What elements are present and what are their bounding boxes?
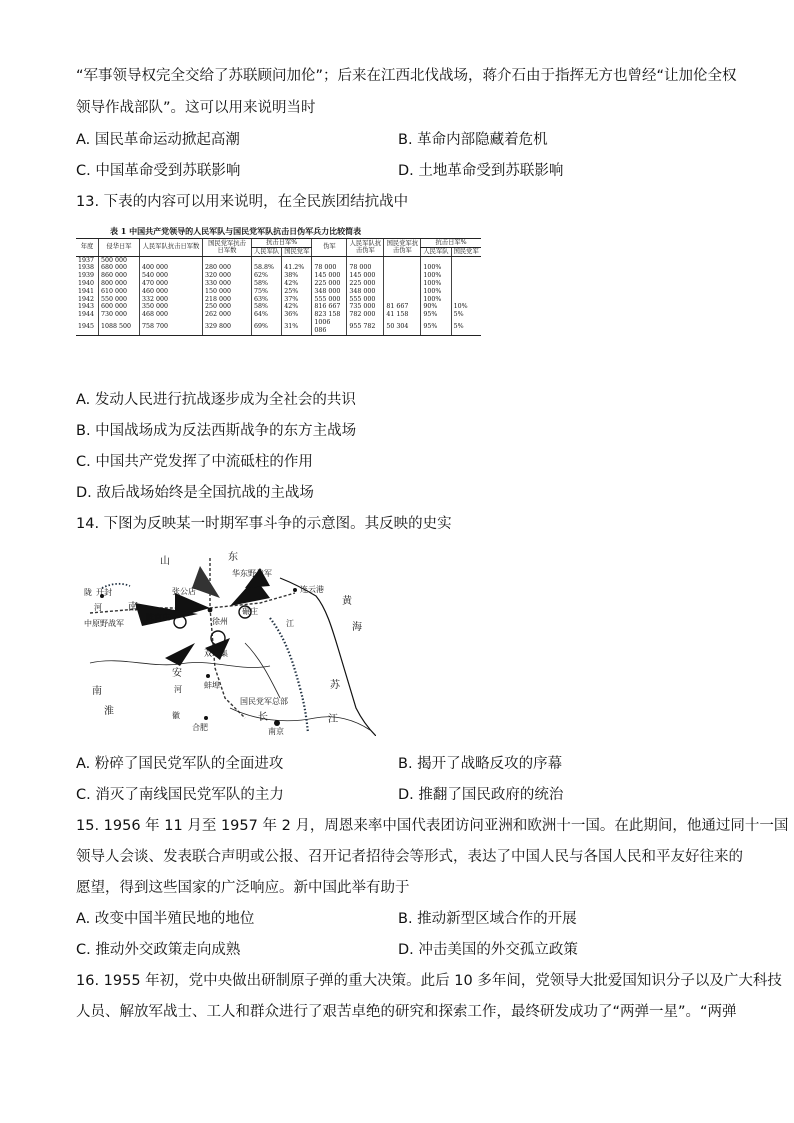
table-cell: 145 000: [312, 272, 347, 280]
table-cell: 500 000: [99, 256, 140, 264]
table-row: [76, 319, 481, 335]
table-cell: [451, 288, 481, 296]
table-cell: 1944: [78, 311, 95, 319]
label-kaifeng: 开封: [96, 588, 112, 597]
table-cell: 350 000: [140, 303, 203, 311]
label-bengbu: 蚌埠: [204, 681, 220, 690]
q12-stem-line2: 领导作战部队”。这可以用来说明当时: [76, 100, 316, 116]
table-cell: 329 800: [203, 319, 252, 335]
table-cell: 555 000: [347, 296, 384, 304]
table-cell: 75%: [252, 288, 282, 296]
table-cell: 1937: [78, 256, 95, 264]
q14-option-c: C. 消灭了南线国民党军队的主力: [76, 787, 284, 803]
table-cell: 1941: [78, 287, 95, 295]
table-row: [76, 296, 481, 304]
q15-option-d: D. 冲击美国的外交孤立政策: [398, 942, 578, 958]
th-kmt-puppet: 国民党军抗击伪军: [384, 239, 421, 257]
q15-option-a: A. 改变中国半殖民地的地位: [76, 911, 255, 927]
table-cell: 1939: [78, 272, 95, 280]
table-cell: 100%: [421, 264, 451, 272]
q14-option-b: B. 揭开了战略反攻的序幕: [398, 756, 563, 772]
campaign-map: [80, 548, 376, 736]
table-cell: 800 000: [99, 280, 140, 288]
table-cell: 100%: [421, 288, 451, 296]
label-nanjing: 南京: [268, 727, 284, 736]
table-cell: 95%: [421, 311, 451, 319]
attack-arrow-7: [192, 566, 220, 598]
table-cell: [384, 280, 421, 288]
table-cell: 782 000: [347, 311, 384, 319]
table-cell: [252, 256, 282, 264]
table-cell: 78 000: [347, 264, 384, 272]
table-cell: 1945: [76, 319, 99, 335]
table-cell: 78 000: [312, 264, 347, 272]
table-cell: 25%: [282, 288, 312, 296]
yangtze-river: [230, 708, 370, 730]
table-cell: 262 000: [203, 311, 252, 319]
table-cell: 348 000: [312, 288, 347, 296]
grand-canal: [245, 643, 280, 698]
table-cell: 100%: [421, 296, 451, 304]
table-cell: [451, 280, 481, 288]
label-he1: 河: [94, 603, 102, 612]
q13-stem: 13. 下表的内容可以用来说明，在全民族团结抗战中: [76, 194, 409, 210]
q13-option-c: C. 中国共产党发挥了中流砥柱的作用: [76, 454, 313, 470]
table-cell: [384, 272, 421, 280]
th-kmt2: 国民党军: [451, 247, 481, 256]
table-cell: 42%: [282, 303, 312, 311]
table-cell: 460 000: [140, 288, 203, 296]
table-cell: 69%: [252, 319, 282, 335]
q12-option-b: B. 革命内部隐藏着危机: [398, 132, 548, 148]
table-cell: 50 304: [384, 319, 421, 335]
label-kmt-hq: 国民党军总部: [240, 697, 288, 706]
table-cell: 1006 086: [312, 319, 347, 335]
table-cell: 64%: [252, 311, 282, 319]
table-cell: 225 000: [312, 280, 347, 288]
table-row: [76, 272, 481, 280]
label-huang: 黄: [342, 596, 352, 607]
label-dong: 东: [228, 552, 238, 563]
table-cell: [421, 256, 451, 264]
table-cell: 100%: [421, 272, 451, 280]
table-cell: [451, 296, 481, 304]
table-cell: 5%: [451, 319, 481, 335]
table-cell: 348 000: [347, 288, 384, 296]
front-line: [270, 618, 308, 733]
table-cell: 58%: [252, 303, 282, 311]
table-cell: 735 000: [347, 303, 384, 311]
q15-stem-line3: 愿望，得到这些国家的广泛响应。新中国此举有助于: [76, 880, 410, 896]
label-hai: 海: [352, 622, 362, 633]
table-cell: [384, 256, 421, 264]
table-cell: 470 000: [140, 280, 203, 288]
table-cell: 955 782: [347, 319, 384, 335]
table-title: 表 1 中国共产党领导的人民军队与国民党军队抗击日伪军兵力比较简表: [110, 226, 362, 236]
table-cell: 1940: [78, 279, 95, 287]
table-row: [76, 280, 481, 288]
label-su: 苏: [330, 680, 340, 691]
table-cell: 860 000: [99, 272, 140, 280]
table-cell: [384, 264, 421, 272]
table-cell: 145 000: [347, 272, 384, 280]
th-pu-pct: 抗击日军%: [421, 239, 481, 248]
th-japan: 侵华日军: [99, 239, 140, 257]
table-cell: 225 000: [347, 280, 384, 288]
th-people2: 人民军队: [421, 247, 451, 256]
table-cell: [203, 256, 252, 264]
table-cell: 400 000: [140, 264, 203, 272]
city-xuzhou-marker: [208, 608, 213, 613]
label-hefei: 合肥: [192, 723, 208, 732]
table-cell: 150 000: [203, 288, 252, 296]
th-people: 人民军队: [252, 247, 282, 256]
label-long: 陇: [84, 588, 92, 597]
q14-option-d: D. 推翻了国民政府的统治: [398, 787, 564, 803]
label-chenguan: 陈官庄: [146, 613, 170, 622]
table-cell: [451, 256, 481, 264]
table-cell: 5%: [451, 311, 481, 319]
table-cell: 41 158: [384, 311, 421, 319]
label-huadong: 华东野战军: [232, 569, 272, 578]
city-nanjing-marker: [274, 720, 280, 726]
table-cell: [384, 296, 421, 304]
table-cell: 730 000: [99, 311, 140, 319]
table-cell: 38%: [282, 272, 312, 280]
table-cell: 468 000: [140, 311, 203, 319]
q16-stem-line2: 人员、解放军战士、工人和群众进行了艰苦卓绝的研究和探索工作，最终研发成功了“两弹一星”。“两弹: [76, 1004, 737, 1020]
table-cell: 280 000: [203, 264, 252, 272]
table-cell: 816 667: [312, 303, 347, 311]
table-cell: 95%: [421, 319, 451, 335]
th-kmt: 国民党军: [282, 247, 312, 256]
table-cell: 81 667: [384, 303, 421, 311]
city-bengbu-marker: [206, 674, 210, 678]
table-cell: 36%: [282, 311, 312, 319]
table-cell: 90%: [421, 303, 451, 311]
table-row: [76, 264, 481, 272]
table-cell: 610 000: [99, 288, 140, 296]
label-huai: 淮: [104, 706, 114, 717]
q14-option-a: A. 粉碎了国民党军队的全面进攻: [76, 756, 284, 772]
q15-option-b: B. 推动新型区域合作的开展: [398, 911, 577, 927]
q15-stem-line2: 领导人会谈、发表联合声明或公报、召开记者招待会等形式，表达了中国人民与各国人民和平友好往来的: [76, 849, 743, 865]
label-hui: 徽: [172, 711, 180, 720]
table-cell: 63%: [252, 296, 282, 304]
q12-option-a: A. 国民革命运动掀起高潮: [76, 132, 240, 148]
table-cell: 330 000: [203, 280, 252, 288]
table-cell: [140, 256, 203, 264]
table-cell: 250 000: [203, 303, 252, 311]
table-cell: [347, 256, 384, 264]
label-chang: 长: [258, 712, 268, 723]
table-cell: [282, 256, 312, 264]
table-cell: 218 000: [203, 296, 252, 304]
table-cell: 332 000: [140, 296, 203, 304]
city-lianyungang-marker: [293, 588, 297, 592]
q15-option-c: C. 推动外交政策走向成熟: [76, 942, 241, 958]
table-row: [76, 303, 481, 311]
label-nan2: 南: [92, 686, 102, 697]
label-jiang1: 江: [286, 619, 294, 628]
coastline: [280, 578, 376, 736]
table-cell: 37%: [282, 296, 312, 304]
q13-option-a: A. 发动人民进行抗战逐步成为全社会的共识: [76, 392, 356, 408]
q12-stem-line1: “军事领导权完全交给了苏联顾问加伦”；后来在江西北伐战场，蒋介石由于指挥无方也曾经“让加伦全权: [76, 68, 737, 84]
table-row: [76, 256, 481, 264]
label-nan1: 南: [128, 602, 138, 613]
table-cell: 41.2%: [282, 264, 312, 272]
railway-jinpu: [210, 558, 245, 718]
troop-comparison-table: [76, 238, 481, 336]
table-cell: 1938: [78, 264, 95, 272]
th-people-army-jp: 人民军队抗击日军数: [140, 239, 203, 257]
label-zhangong: 张公店: [172, 587, 196, 596]
table-cell: 823 158: [312, 311, 347, 319]
th-people-puppet: 人民军队抗击伪军: [347, 239, 384, 257]
table-cell: 758 700: [140, 319, 203, 335]
label-an: 安: [172, 668, 182, 679]
label-shuangdui: 双堆集: [204, 649, 228, 658]
q13-option-b: B. 中国战场成为反法西斯战争的东方主战场: [76, 423, 357, 439]
city-hefei-marker: [204, 716, 208, 720]
table-cell: 1943: [78, 303, 95, 311]
table-cell: 540 000: [140, 272, 203, 280]
th-puppet: 伪军: [312, 239, 347, 257]
q15-stem-line1: 15. 1956 年 11 月至 1957 年 2 月，周恩来率中国代表团访问亚洲和欧洲十一国。在此期间，他通过同十一国: [76, 818, 789, 834]
table-cell: 680 000: [99, 264, 140, 272]
table-cell: [312, 256, 347, 264]
q14-stem: 14. 下图为反映某一时期军事斗争的示意图。其反映的史实: [76, 516, 452, 532]
table-cell: 100%: [421, 280, 451, 288]
th-year: 年度: [76, 239, 99, 257]
label-nianzhuang: 碾庄: [242, 607, 258, 616]
label-he2: 河: [174, 685, 182, 694]
label-jiang2: 江: [328, 714, 338, 725]
q16-stem-line1: 16. 1955 年初，党中央做出研制原子弹的重大决策。此后 10 多年间，党领导大批爱国知识分子以及广大科技: [76, 973, 782, 989]
table-cell: 320 000: [203, 272, 252, 280]
th-jp-pct: 抗击日军%: [252, 239, 312, 248]
th-kmt-jp: 国民党军抗击日军数: [203, 239, 252, 257]
q13-option-d: D. 敌后战场始终是全国抗战的主战场: [76, 485, 314, 501]
table-cell: 42%: [282, 280, 312, 288]
table-cell: 1088 500: [99, 319, 140, 335]
table-cell: 62%: [252, 272, 282, 280]
q12-option-d: D. 土地革命受到苏联影响: [398, 163, 564, 179]
table-cell: 31%: [282, 319, 312, 335]
table-cell: [451, 272, 481, 280]
table-cell: 550 000: [99, 296, 140, 304]
table-row: [76, 288, 481, 296]
label-shan: 山: [160, 556, 170, 567]
table-cell: [384, 288, 421, 296]
table-cell: 10%: [451, 303, 481, 311]
label-zhongyuan: 中原野战军: [84, 619, 124, 628]
table-cell: 58.8%: [252, 264, 282, 272]
table-cell: 1942: [78, 295, 95, 303]
label-xuzhou: 徐州: [212, 617, 228, 626]
table-cell: 600 000: [99, 303, 140, 311]
table-cell: 555 000: [312, 296, 347, 304]
table-cell: [451, 264, 481, 272]
table-cell: 58%: [252, 280, 282, 288]
q12-option-c: C. 中国革命受到苏联影响: [76, 163, 241, 179]
label-lianyungang: 连云港: [300, 585, 324, 594]
table-row: [76, 311, 481, 319]
